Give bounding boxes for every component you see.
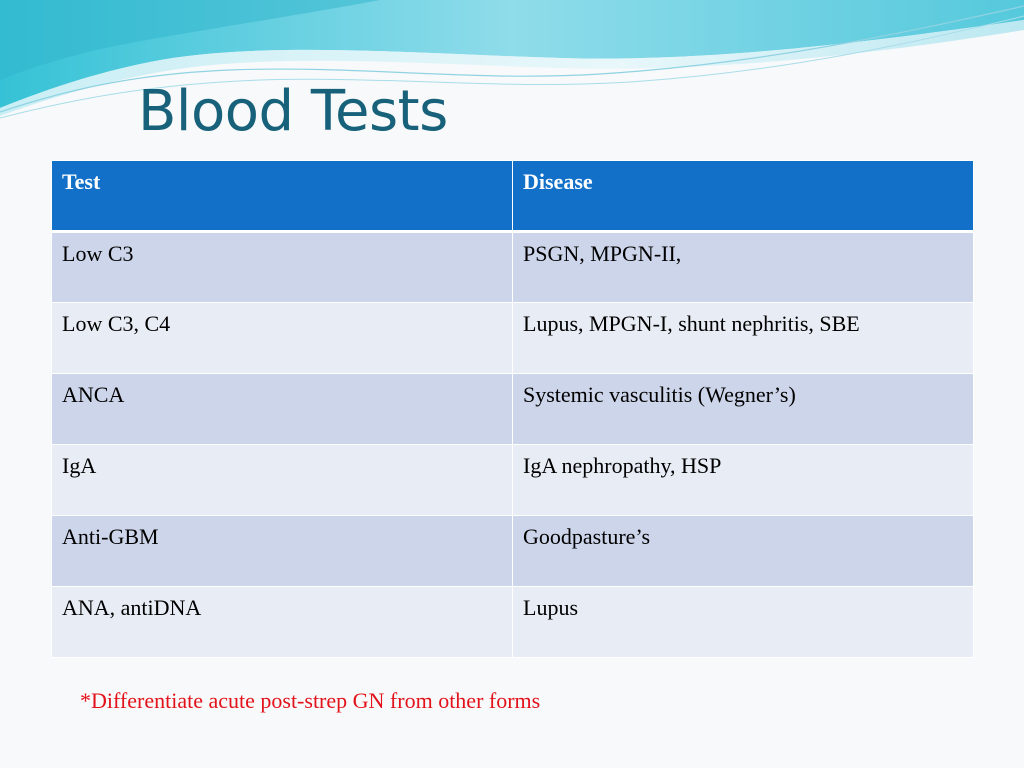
column-header-test: Test [52,161,513,232]
footnote: *Differentiate acute post-strep GN from other forms [80,688,541,713]
test-cell: Low C3, C4 [52,303,513,374]
table-row [52,516,974,587]
table-row [52,445,974,516]
blood-tests-table [51,160,974,658]
test-cell: Anti-GBM [52,516,513,587]
disease-cell: IgA nephropathy, HSP [513,445,974,516]
column-header-disease: Disease [513,161,974,232]
disease-cell: Goodpasture’s [513,516,974,587]
disease-cell: Lupus [513,587,974,658]
table-row [52,303,974,374]
table-row [52,587,974,658]
disease-cell: PSGN, MPGN-II, [513,232,974,303]
test-cell: Low C3 [52,232,513,303]
disease-cell: Lupus, MPGN-I, shunt nephritis, SBE [513,303,974,374]
table-header-row [52,161,974,232]
disease-cell: Systemic vasculitis (Wegner’s) [513,374,974,445]
test-cell: IgA [52,445,513,516]
table-row [52,374,974,445]
slide-title: Blood Tests [138,79,448,144]
test-cell: ANCA [52,374,513,445]
table-row [52,232,974,303]
test-cell: ANA, antiDNA [52,587,513,658]
